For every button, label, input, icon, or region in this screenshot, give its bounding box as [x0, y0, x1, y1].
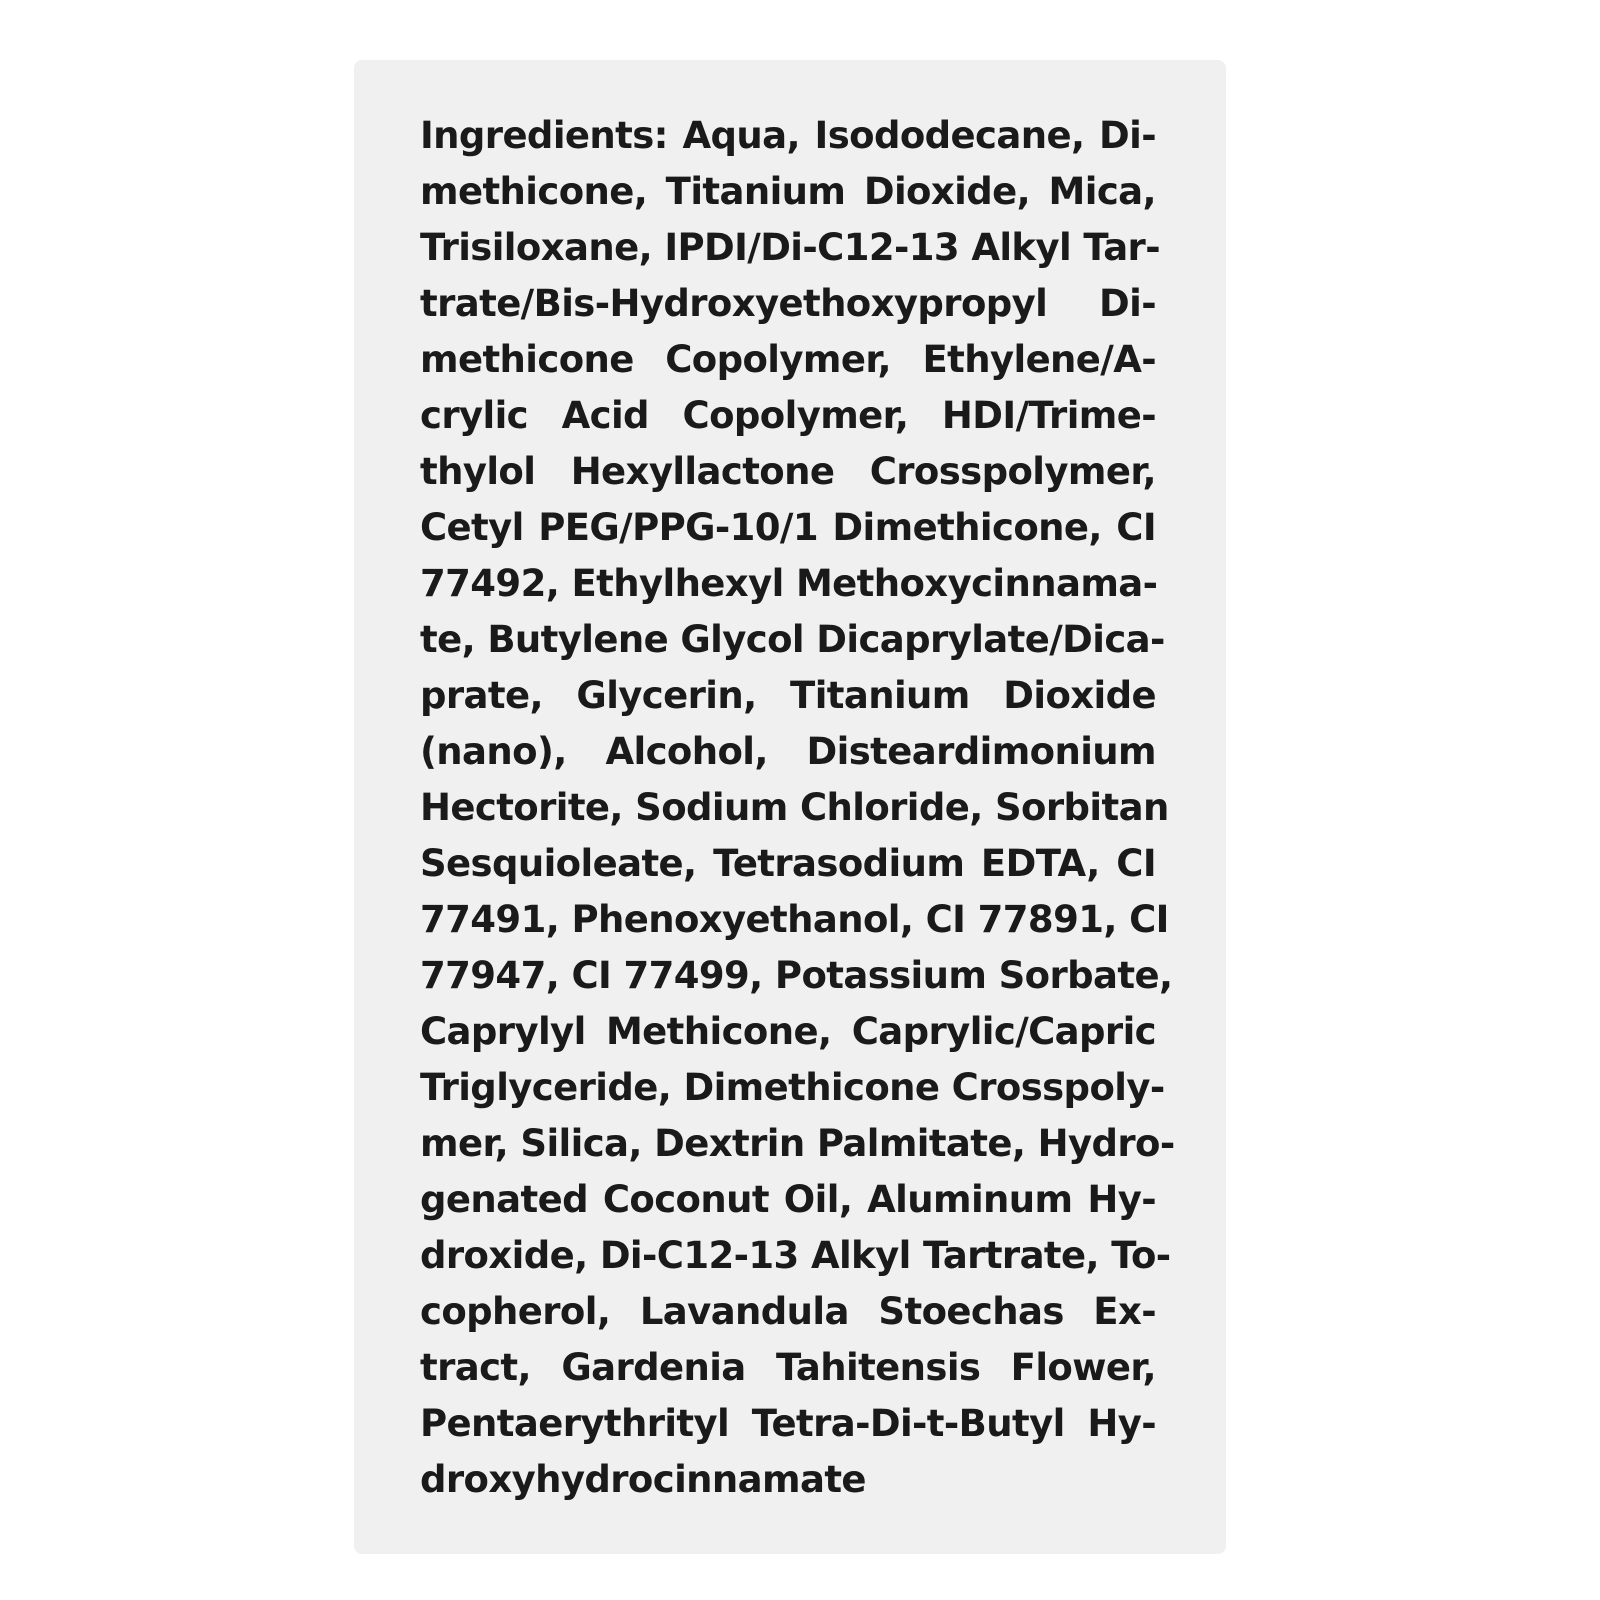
ingredients-line: copherol, Lavandula Stoechas Ex-	[420, 1290, 1156, 1333]
ingredients-line: Pentaerythrityl Tetra-Di-t-Butyl Hy-	[420, 1402, 1156, 1445]
ingredients-line: crylic Acid Copolymer, HDI/Trime-	[420, 394, 1156, 437]
ingredients-line: methicone Copolymer, Ethylene/A-	[420, 338, 1156, 381]
ingredients-line: methicone, Titanium Dioxide, Mica,	[420, 170, 1156, 213]
ingredients-line: Caprylyl Methicone, Caprylic/Capric	[420, 1010, 1156, 1053]
ingredients-text	[420, 108, 1175, 1508]
ingredients-line: Trisiloxane, IPDI/Di-C12-13 Alkyl Tar-	[420, 226, 1160, 269]
ingredients-line: (nano), Alcohol, Disteardimonium	[420, 730, 1156, 773]
ingredients-line: droxide, Di-C12-13 Alkyl Tartrate, To-	[420, 1234, 1171, 1277]
ingredients-panel	[354, 60, 1226, 1554]
ingredients-line: mer, Silica, Dextrin Palmitate, Hydro-	[420, 1122, 1175, 1165]
ingredients-line: Cetyl PEG/PPG-10/1 Dimethicone, CI	[420, 506, 1156, 549]
ingredients-line: tract, Gardenia Tahitensis Flower,	[420, 1346, 1156, 1389]
ingredients-line: 77491, Phenoxyethanol, CI 77891, CI	[420, 898, 1169, 941]
ingredients-line: 77492, Ethylhexyl Methoxycinnama-	[420, 562, 1158, 605]
ingredients-line: genated Coconut Oil, Aluminum Hy-	[420, 1178, 1156, 1221]
ingredients-line: Triglyceride, Dimethicone Crosspoly-	[420, 1066, 1165, 1109]
ingredients-line: 77947, CI 77499, Potassium Sorbate,	[420, 954, 1173, 997]
ingredients-line: Ingredients: Aqua, Isododecane, Di-	[420, 114, 1156, 157]
ingredients-line: te, Butylene Glycol Dicaprylate/Dica-	[420, 618, 1165, 661]
ingredients-line: Hectorite, Sodium Chloride, Sorbitan	[420, 786, 1169, 829]
ingredients-line: Sesquioleate, Tetrasodium EDTA, CI	[420, 842, 1156, 885]
ingredients-line: prate, Glycerin, Titanium Dioxide	[420, 674, 1156, 717]
ingredients-line: thylol Hexyllactone Crosspolymer,	[420, 450, 1156, 493]
ingredients-line: trate/Bis-Hydroxyethoxypropyl Di-	[420, 282, 1156, 325]
ingredients-line: droxyhydrocinnamate	[420, 1458, 866, 1501]
